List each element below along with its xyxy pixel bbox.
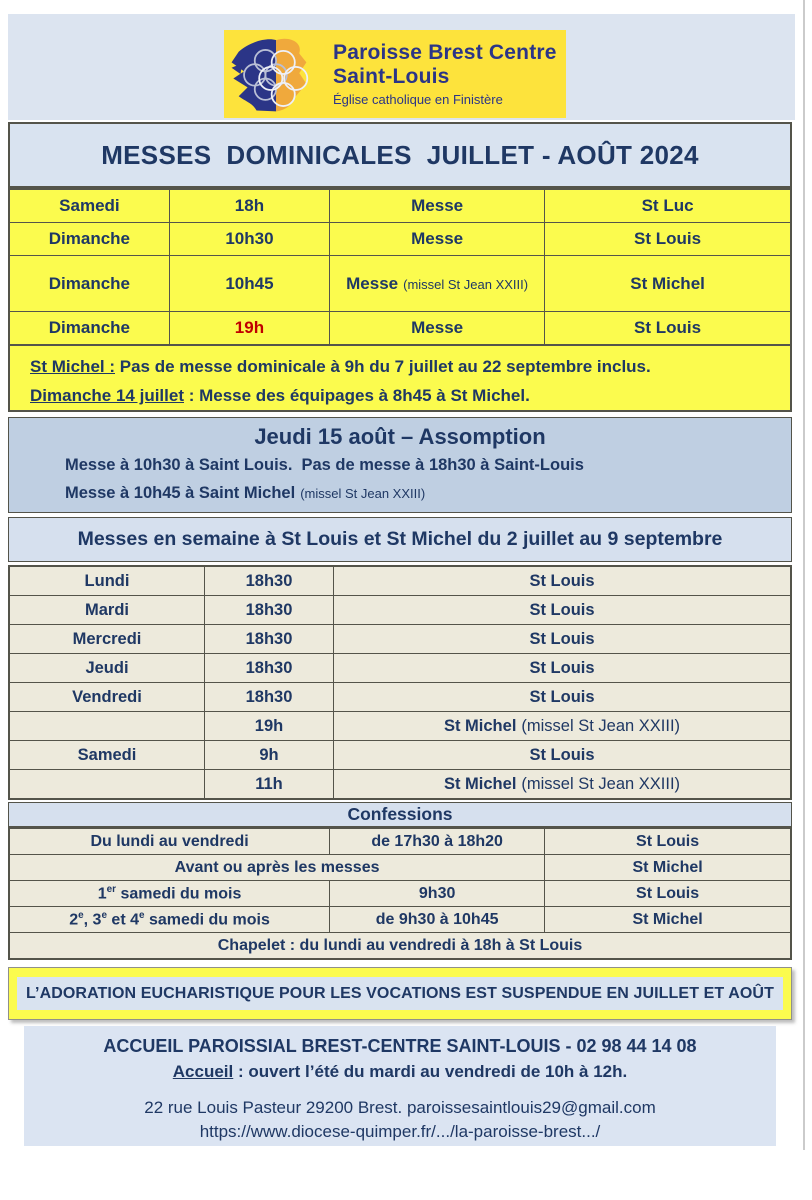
church-cell: St Louis <box>334 654 791 683</box>
mass-type-cell: Messe <box>330 312 545 346</box>
time-cell: 10h30 <box>169 223 329 256</box>
church-cell: St Michel <box>545 855 791 881</box>
parish-logo-box <box>224 30 566 118</box>
church-cell: St Michel <box>545 907 791 933</box>
church-cell: St Louis <box>545 881 791 907</box>
page-edge-line <box>803 0 805 1150</box>
time-cell: 18h30 <box>205 566 334 596</box>
contact-footer <box>24 1026 776 1146</box>
time-cell: de 17h30 à 18h20 <box>330 828 545 855</box>
church-cell: St Michel (missel St Jean XXIII) <box>334 712 791 741</box>
day-cell: Samedi <box>9 741 205 770</box>
parish-logo-icon <box>228 32 326 116</box>
day-cell <box>9 770 205 800</box>
time-cell: 18h30 <box>205 654 334 683</box>
time-cell: 9h30 <box>330 881 545 907</box>
church-cell: St Louis <box>334 596 791 625</box>
day-cell: Mercredi <box>9 625 205 654</box>
time-cell: 18h30 <box>205 596 334 625</box>
time-cell: 18h <box>169 189 329 223</box>
assumption-line: Messe à 10h30 à Saint Louis. Pas de messe à 18h30 à Saint-Louis <box>65 456 584 474</box>
parish-name-line2: Saint-Louis <box>333 64 450 88</box>
table-row <box>9 256 791 312</box>
contact-title: ACCUEIL PAROISSIAL BREST-CENTRE SAINT-LOUIS - 02 98 44 14 08 <box>103 1036 697 1056</box>
day-cell <box>9 712 205 741</box>
when-cell: 1er samedi du mois <box>9 881 330 907</box>
parish-name-line1: Paroisse Brest Centre <box>333 40 557 64</box>
table-row <box>9 881 791 907</box>
mass-type-cell: Messe <box>330 223 545 256</box>
day-cell: Dimanche <box>9 256 169 312</box>
confessions-header <box>8 802 792 827</box>
church-cell: St Luc <box>545 189 791 223</box>
when-cell: Du lundi au vendredi <box>9 828 330 855</box>
table-row <box>9 566 791 596</box>
website-url: https://www.diocese-quimper.fr/.../la-paroisse-brest.../ <box>199 1122 601 1141</box>
church-cell: St Louis <box>334 683 791 712</box>
table-row <box>9 828 791 855</box>
time-cell: 9h <box>205 741 334 770</box>
church-cell: St Louis <box>334 741 791 770</box>
table-row <box>9 855 791 881</box>
day-cell: Lundi <box>9 566 205 596</box>
adoration-banner-inner <box>17 977 783 1010</box>
opening-hours: Accueil : ouvert l’été du mardi au vendredi de 10h à 12h. <box>172 1062 628 1081</box>
adoration-banner <box>8 967 792 1020</box>
bulletin-document <box>8 122 792 1146</box>
table-row <box>9 625 791 654</box>
page-title: MESSES DOMINICALES JUILLET - AOÛT 2024 <box>101 139 699 170</box>
time-cell: 10h45 <box>169 256 329 312</box>
day-cell: Mardi <box>9 596 205 625</box>
table-row <box>9 189 791 223</box>
note-line: Dimanche 14 juillet : Messe des équipages à 8h45 à St Michel. <box>30 386 530 405</box>
table-row <box>9 741 791 770</box>
table-row <box>9 712 791 741</box>
confessions-title: Confessions <box>347 804 453 824</box>
notes-box <box>8 346 792 412</box>
table-row <box>9 223 791 256</box>
assumption-section <box>8 417 792 513</box>
parish-subtitle: Église catholique en Finistère <box>333 91 503 107</box>
adoration-banner-text: L’ADORATION EUCHARISTIQUE POUR LES VOCATIONS EST SUSPENDUE EN JUILLET ET AOÛT <box>26 984 774 1002</box>
note-line: St Michel : Pas de messe dominicale à 9h du 7 juillet au 22 septembre inclus. <box>30 357 651 376</box>
day-cell: Dimanche <box>9 312 169 346</box>
mass-type-cell: Messe (missel St Jean XXIII) <box>330 256 545 312</box>
when-cell: Avant ou après les messes <box>9 855 545 881</box>
church-cell: St Michel <box>545 256 791 312</box>
assumption-title: Jeudi 15 août – Assomption <box>254 424 546 449</box>
time-cell: 11h <box>205 770 334 800</box>
church-cell: St Michel (missel St Jean XXIII) <box>334 770 791 800</box>
table-row <box>9 312 791 346</box>
day-cell: Jeudi <box>9 654 205 683</box>
table-row <box>9 907 791 933</box>
sunday-masses-table <box>8 188 792 346</box>
day-cell: Samedi <box>9 189 169 223</box>
day-cell: Dimanche <box>9 223 169 256</box>
main-title-bar <box>8 122 792 188</box>
rosary-cell: Chapelet : du lundi au vendredi à 18h à St Louis <box>9 933 791 960</box>
church-cell: St Louis <box>334 566 791 596</box>
church-cell: St Louis <box>545 828 791 855</box>
address-email: 22 rue Louis Pasteur 29200 Brest. paroissesaintlouis29@gmail.com <box>144 1098 656 1117</box>
time-cell: 19h <box>205 712 334 741</box>
time-cell: de 9h30 à 10h45 <box>330 907 545 933</box>
assumption-line: Messe à 10h45 à Saint Michel (missel St Jean XXIII) <box>65 484 426 502</box>
church-cell: St Louis <box>545 223 791 256</box>
day-cell: Vendredi <box>9 683 205 712</box>
header-band <box>8 14 795 120</box>
table-row <box>9 654 791 683</box>
mass-type-cell: Messe <box>330 189 545 223</box>
time-cell: 19h <box>169 312 329 346</box>
table-row <box>9 770 791 800</box>
table-row <box>9 596 791 625</box>
time-cell: 18h30 <box>205 625 334 654</box>
confessions-table <box>8 827 792 960</box>
church-cell: St Louis <box>545 312 791 346</box>
time-cell: 18h30 <box>205 683 334 712</box>
weekday-banner-text: Messes en semaine à St Louis et St Michel du 2 juillet au 9 septembre <box>77 528 723 550</box>
table-row <box>9 933 791 960</box>
weekday-banner <box>8 517 792 562</box>
church-cell: St Louis <box>334 625 791 654</box>
when-cell: 2e, 3e et 4e samedi du mois <box>9 907 330 933</box>
table-row <box>9 683 791 712</box>
weekday-masses-table <box>8 565 792 800</box>
parish-name-block <box>333 41 557 108</box>
